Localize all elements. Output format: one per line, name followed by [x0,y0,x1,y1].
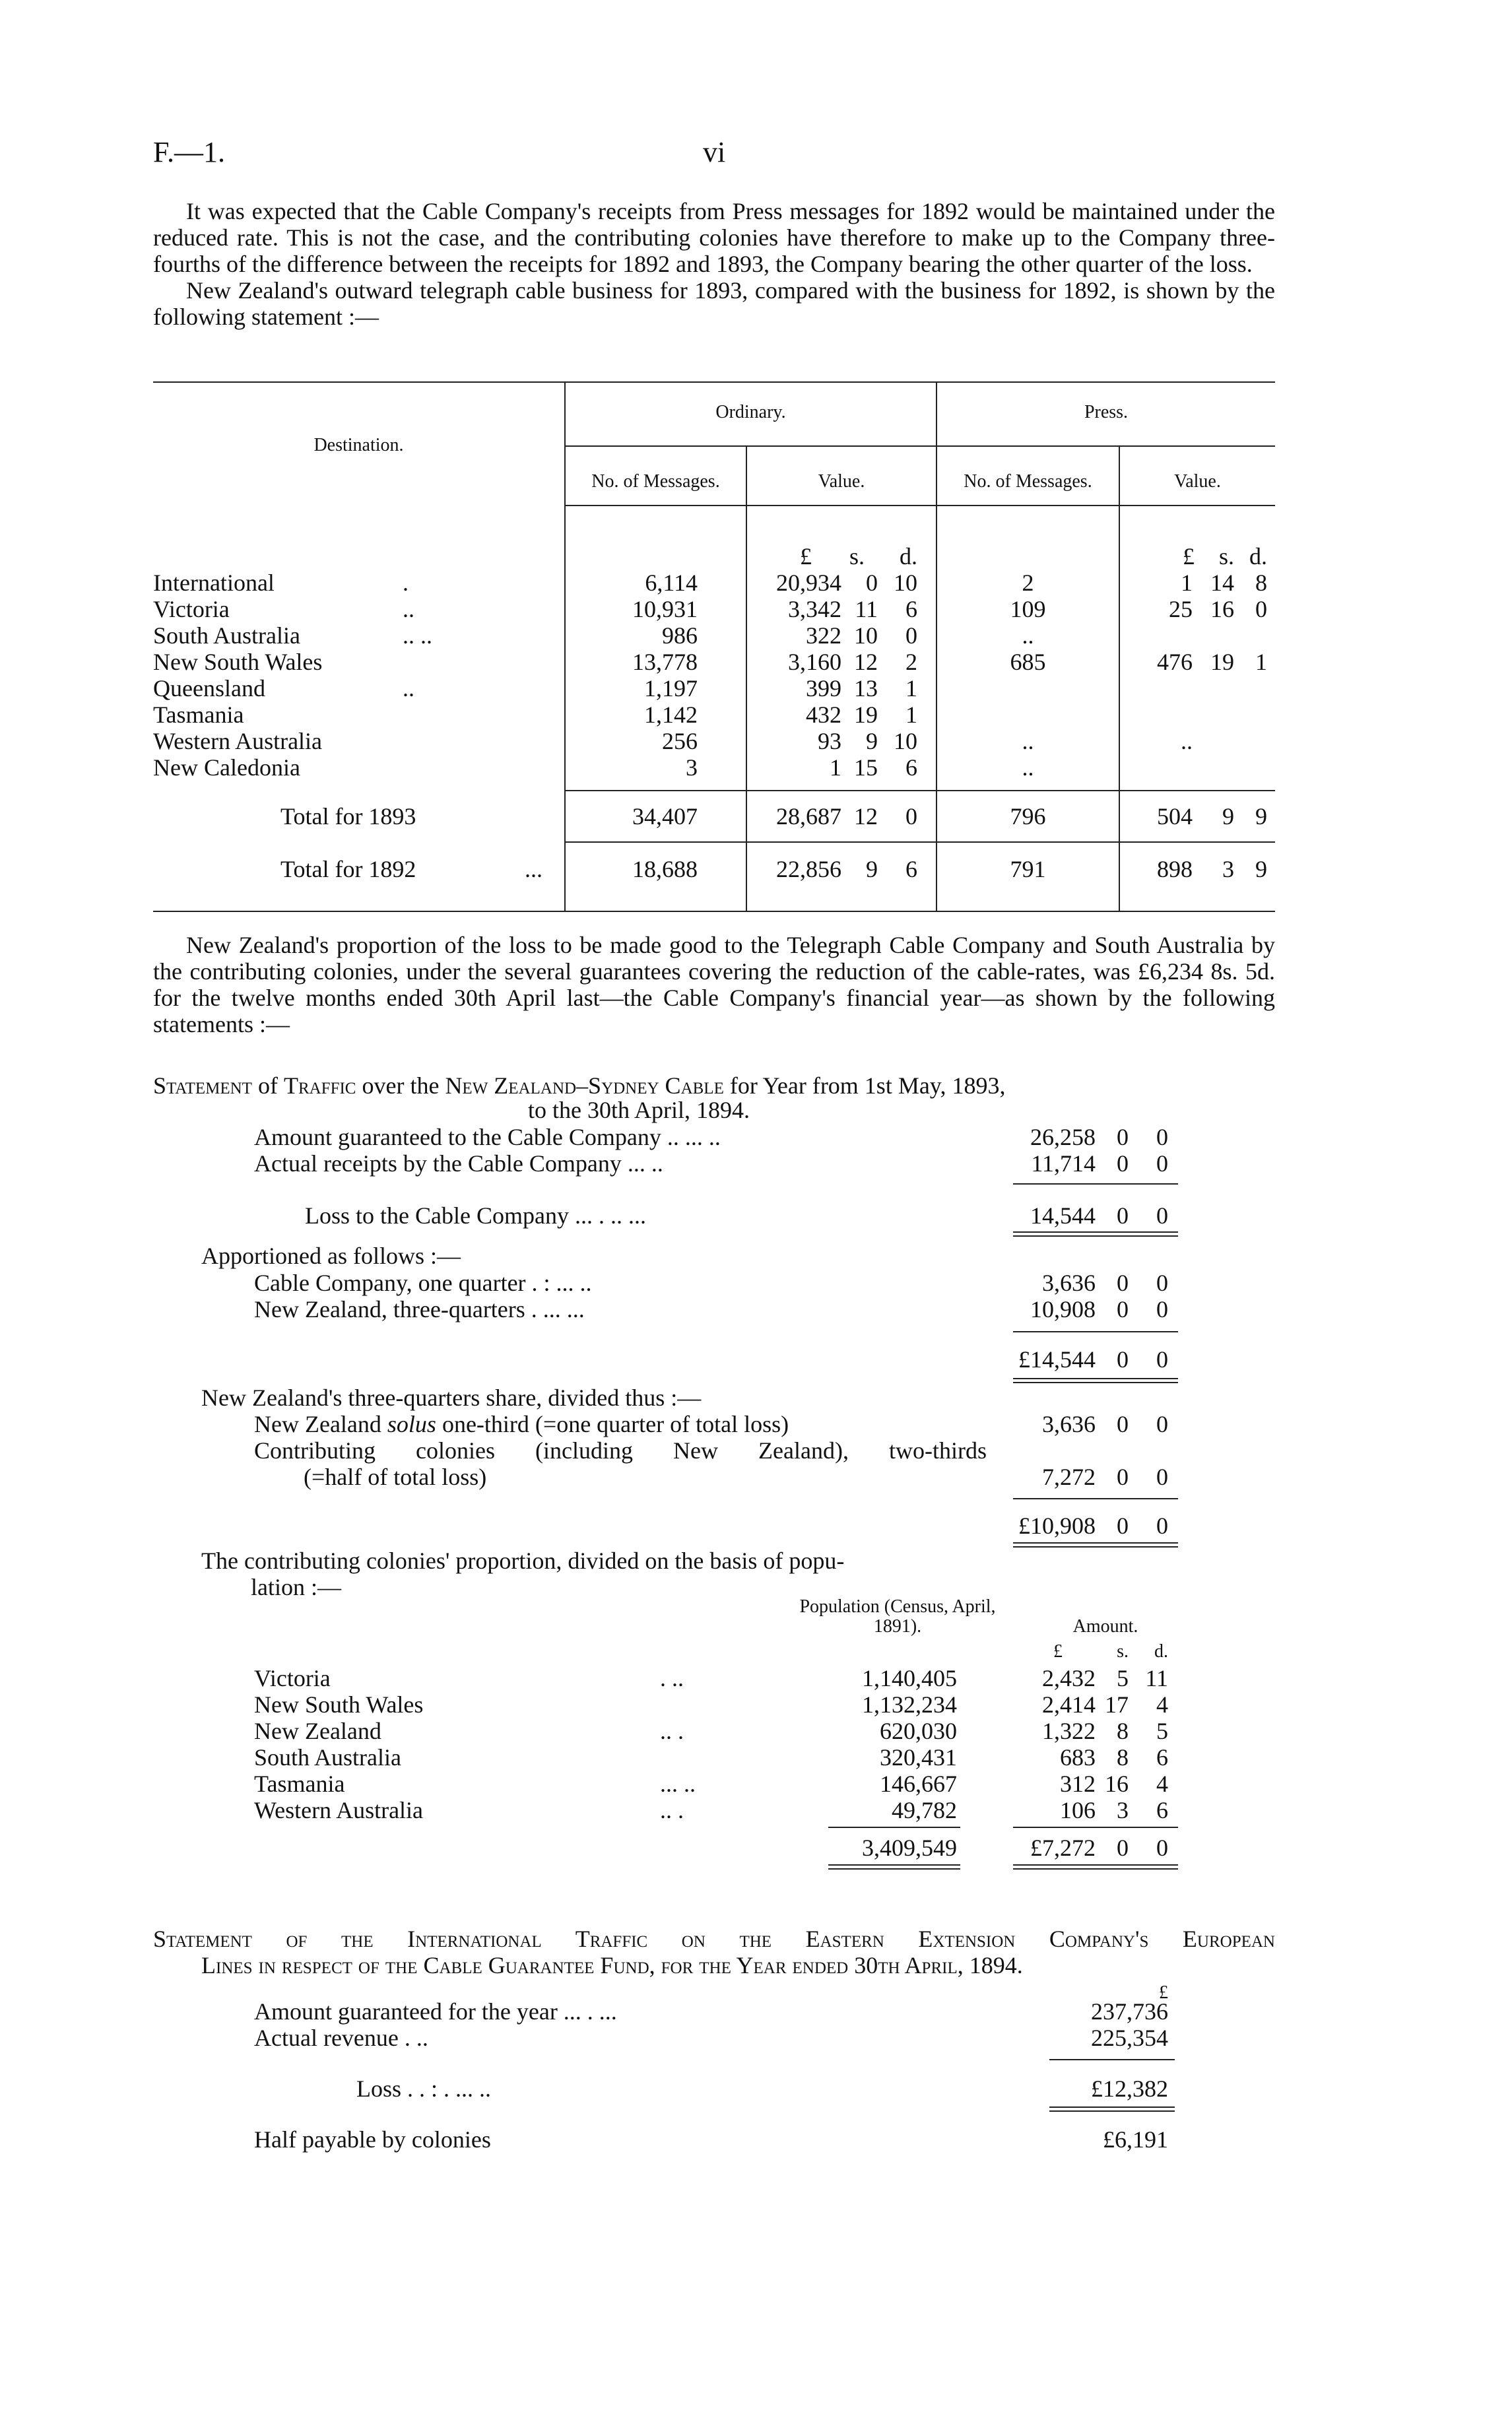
contributing-line-2: (=half of total loss) [304,1464,487,1490]
colony-pounds: 2,414 [1042,1691,1096,1718]
half-payable-label: Half payable by colonies [254,2126,491,2153]
row-ord-shillings: 12 [854,649,878,675]
row-ord-pounds: 3,342 [788,596,841,622]
row-ord-shillings: 15 [854,754,878,781]
row-press-pounds: 1 [1181,570,1193,596]
contributing-shillings: 0 [1117,1464,1129,1490]
colony-shillings: 16 [1105,1771,1129,1797]
row-ord-pence: 2 [905,649,917,675]
nz-three-quarters-pounds: 10,908 [1030,1296,1096,1322]
statement-1-title: Statement of Traffic over the New Zealand–Sydney Cable for Year from 1st May, 1893, [153,1072,1006,1099]
colony-shillings: 8 [1117,1744,1129,1771]
total-1893-ord-pounds: 28,687 [776,803,841,830]
row-ord-messages: 13,778 [632,649,698,675]
colony-pence: 6 [1156,1797,1168,1823]
row-ord-pounds: 20,934 [776,570,841,596]
colony-name: New Zealand [254,1718,381,1744]
row-ord-pence: 6 [905,596,917,622]
guaranteed-shillings: 0 [1117,1124,1129,1150]
amount-pound-unit: £ [1053,1641,1063,1662]
sum-1-pounds: £14,544 [1018,1346,1096,1373]
row-press-shillings: 14 [1210,570,1234,596]
row-press-pounds: 25 [1169,596,1193,622]
row-press-messages: 109 [1010,596,1046,622]
total-1893-ord-messages: 34,407 [632,803,698,830]
row-ord-messages: 10,931 [632,596,698,622]
total-1892-press-messages: 791 [1010,856,1046,882]
sum-2-pounds: £10,908 [1018,1513,1096,1539]
colony-pence: 4 [1156,1771,1168,1797]
row-ord-pence: 10 [894,728,917,754]
ordinary-pound-unit: £ [800,543,812,570]
colony-pence: 5 [1156,1718,1168,1744]
row-destination: Western Australia [153,728,323,754]
row-press-pence: 0 [1255,596,1267,622]
total-1892-ord-pence: 6 [905,856,917,882]
colony-pence: 6 [1156,1744,1168,1771]
row-press-pounds: 476 [1157,649,1193,675]
population-total: 3,409,549 [862,1835,957,1861]
half-payable-value: £6,191 [1103,2126,1168,2153]
colony-name: Western Australia [254,1797,424,1823]
row-leaders: .. [403,596,414,622]
statement-2-pound-unit: £ [1159,1982,1168,2003]
total-1893-label: Total for 1893 [280,803,416,830]
destination-header: Destination. [313,435,404,455]
cable-quarter-shillings: 0 [1117,1270,1129,1296]
colony-shillings: 17 [1105,1691,1129,1718]
colony-pounds: 2,432 [1042,1665,1096,1691]
nz-three-quarters-pence: 0 [1156,1296,1168,1322]
row-destination: South Australia [153,622,300,649]
loss-pence: 0 [1156,1202,1168,1229]
total-1892-label: Total for 1892 [280,856,416,882]
row-press-messages: .. [1022,754,1034,781]
contributing-pence: 0 [1156,1464,1168,1490]
row-ord-pence: 0 [905,622,917,649]
total-1893-press-shillings: 9 [1222,803,1234,830]
page-reference: F.—1. [153,136,225,168]
nz-three-quarters-shillings: 0 [1117,1296,1129,1322]
colony-shillings: 8 [1117,1718,1129,1744]
amount-total-pence: 0 [1156,1835,1168,1861]
total-1892-ord-pounds: 22,856 [776,856,841,882]
row-press-pence: 8 [1255,570,1267,596]
total-1893-ord-shillings: 12 [854,803,878,830]
loss-paragraph [153,932,1275,1037]
total-1892-press-pence: 9 [1255,856,1267,882]
row-leaders: .. [403,675,414,702]
row-press-messages: 685 [1010,649,1046,675]
ordinary-header: Ordinary. [715,402,786,422]
population-header: Population (Census, April, 1891). [799,1596,996,1637]
population-basis-line-1: The contributing colonies' proportion, divided on the basis of popu- [201,1548,845,1574]
colony-population: 1,132,234 [862,1691,957,1718]
eastern-revenue-value: 225,354 [1091,2025,1168,2051]
eastern-loss-label: Loss . . : . ... .. [356,2075,492,2102]
row-ord-pounds: 1 [830,754,841,781]
apportioned-heading: Apportioned as follows :— [201,1243,461,1269]
total-1892-press-shillings: 3 [1222,856,1234,882]
nz-three-quarters-label: New Zealand, three-quarters . ... ... [254,1296,585,1322]
total-1892-press-pounds: 898 [1157,856,1193,882]
eastern-guaranteed-label: Amount guaranteed for the year ... . ... [254,1998,617,2025]
row-destination: New South Wales [153,649,323,675]
cable-quarter-pounds: 3,636 [1042,1270,1096,1296]
row-ord-messages: 1,142 [644,702,698,728]
colony-population: 1,140,405 [862,1665,957,1691]
row-ord-pence: 10 [894,570,917,596]
cable-quarter-label: Cable Company, one quarter . : ... .. [254,1270,592,1296]
actual-pounds: 11,714 [1031,1150,1096,1177]
contributing-pounds: 7,272 [1042,1464,1096,1490]
nz-share-heading: New Zealand's three-quarters share, divided thus :— [201,1385,702,1411]
row-leaders: .. .. [403,622,432,649]
nz-solus-label: New Zealand solus one-third (=one quarter of total loss) [254,1411,789,1437]
row-ord-messages: 6,114 [645,570,698,596]
intro-paragraph-1: It was expected that the Cable Company's receipts from Press messages for 1892 would be maintained under the reduced rate. This is not the case, and the contributing colonies have therefore to make up to the Company three-fourths of the difference between the receipts for 1892 and 1893, the Company bearing the other quarter of the loss. [153,198,1275,277]
row-press-messages: 2 [1022,570,1034,596]
row-ord-messages: 986 [662,622,698,649]
contributing-line-1: Contributing colonies (including New Zealand), two-thirds [254,1437,987,1464]
total-1892-leaders: ... [525,856,542,882]
ordinary-pence-unit: d. [900,543,917,570]
colony-leaders: .. . [660,1797,684,1823]
row-ord-shillings: 9 [866,728,878,754]
guaranteed-pence: 0 [1156,1124,1168,1150]
colony-pounds: 683 [1060,1744,1096,1771]
press-shilling-unit: s. [1218,543,1234,570]
row-press-pence: 1 [1255,649,1267,675]
row-ord-messages: 1,197 [644,675,698,702]
colony-population: 146,667 [880,1771,957,1797]
cable-quarter-pence: 0 [1156,1270,1168,1296]
total-1893-press-pounds: 504 [1157,803,1193,830]
colony-population: 620,030 [880,1718,957,1744]
row-ord-pence: 1 [905,675,917,702]
loss-shillings: 0 [1117,1202,1129,1229]
amount-total-shillings: 0 [1117,1835,1129,1861]
row-ord-shillings: 11 [855,596,878,622]
row-destination: New Caledonia [153,754,300,781]
press-value-header: Value. [1174,471,1221,492]
eastern-loss-value: £12,382 [1091,2075,1168,2102]
row-destination: International [153,570,275,596]
sum-2-pence: 0 [1156,1513,1168,1539]
row-ord-shillings: 10 [854,622,878,649]
row-ord-pence: 1 [905,702,917,728]
row-press-messages: .. [1022,622,1034,649]
colony-population: 49,782 [892,1797,957,1823]
colony-pounds: 106 [1060,1797,1096,1823]
colony-pounds: 1,322 [1042,1718,1096,1744]
press-messages-header: No. of Messages. [964,471,1092,492]
actual-pence: 0 [1156,1150,1168,1177]
colony-name: New South Wales [254,1691,424,1718]
total-1893-press-pence: 9 [1255,803,1267,830]
eastern-revenue-label: Actual revenue . .. [254,2025,428,2051]
row-destination: Victoria [153,596,230,622]
total-1892-ord-shillings: 9 [866,856,878,882]
intro-text [153,198,1275,330]
loss-pounds: 14,544 [1030,1202,1096,1229]
loss-label: Loss to the Cable Company ... . .. ... [305,1202,646,1229]
page-number: vi [703,136,726,168]
colony-leaders: .. . [660,1718,684,1744]
colony-name: Tasmania [254,1771,345,1797]
row-ord-messages: 3 [686,754,698,781]
total-1892-ord-messages: 18,688 [632,856,698,882]
amount-total-pounds: £7,272 [1030,1835,1096,1861]
colony-pence: 4 [1156,1691,1168,1718]
nz-solus-pounds: 3,636 [1042,1411,1096,1437]
statement-1-title-line2: to the 30th April, 1894. [528,1097,750,1123]
nz-solus-pence: 0 [1156,1411,1168,1437]
ordinary-shilling-unit: s. [849,543,865,570]
row-press-messages: .. [1022,728,1034,754]
colony-pence: 11 [1145,1665,1168,1691]
row-ord-pounds: 3,160 [788,649,841,675]
row-destination: Queensland [153,675,265,702]
eastern-guaranteed-value: 237,736 [1091,1998,1168,2025]
total-1893-press-messages: 796 [1010,803,1046,830]
ordinary-messages-header: No. of Messages. [591,471,720,492]
colony-shillings: 3 [1117,1797,1129,1823]
actual-receipts-label: Actual receipts by the Cable Company ... .. [254,1150,663,1177]
colony-name: Victoria [254,1665,331,1691]
colony-pounds: 312 [1060,1771,1096,1797]
row-press-shillings: 16 [1210,596,1234,622]
ordinary-value-header: Value. [818,471,865,492]
row-destination: Tasmania [153,702,244,728]
intro-paragraph-2: New Zealand's outward telegraph cable business for 1893, compared with the business for 1892, is shown by the following statement :— [153,277,1275,330]
amount-pence-unit: d. [1154,1641,1168,1662]
row-ord-pounds: 432 [806,702,841,728]
loss-paragraph-text: New Zealand's proportion of the loss to be made good to the Telegraph Cable Company and South Australia by the contributing colonies, under the several guarantees covering the reduction of the cable-rates, was £6,234 8s. 5d. for the twelve months ended 30th April last—the Cable Company's financial year—as shown by the following statements :— [153,932,1275,1037]
statement-2-title-line1: Statement of the International Traffic on the Eastern Extension Company's European [153,1926,1275,1952]
sum-2-shillings: 0 [1117,1513,1129,1539]
row-ord-shillings: 0 [866,570,878,596]
row-ord-pounds: 93 [818,728,841,754]
row-ord-pounds: 322 [806,622,841,649]
sum-1-shillings: 0 [1117,1346,1129,1373]
press-header: Press. [1084,402,1129,422]
amount-header: Amount. [1072,1616,1138,1637]
row-ord-shillings: 19 [854,702,878,728]
nz-solus-shillings: 0 [1117,1411,1129,1437]
amount-shilling-unit: s. [1117,1641,1129,1662]
row-ord-messages: 256 [662,728,698,754]
row-ord-shillings: 13 [854,675,878,702]
colony-shillings: 5 [1117,1665,1129,1691]
press-pence-unit: d. [1249,543,1267,570]
actual-shillings: 0 [1117,1150,1129,1177]
statement-2-title-line2: Lines in respect of the Cable Guarantee Fund, for the Year ended 30th April, 1894. [201,1952,1023,1978]
guaranteed-label: Amount guaranteed to the Cable Company .. ... .. [254,1124,721,1150]
colony-population: 320,431 [880,1744,957,1771]
colony-name: South Australia [254,1744,401,1771]
row-press-shillings: 19 [1210,649,1234,675]
population-basis-line-2: lation :— [251,1574,341,1600]
sum-1-pence: 0 [1156,1346,1168,1373]
guaranteed-pounds: 26,258 [1030,1124,1096,1150]
row-leaders: . [403,570,409,596]
colony-leaders: ... .. [660,1771,696,1797]
row-press-pounds: .. [1181,728,1193,754]
press-pound-unit: £ [1183,543,1195,570]
row-ord-pence: 6 [905,754,917,781]
total-1893-ord-pence: 0 [905,803,917,830]
row-ord-pounds: 399 [806,675,841,702]
colony-leaders: . .. [660,1665,684,1691]
